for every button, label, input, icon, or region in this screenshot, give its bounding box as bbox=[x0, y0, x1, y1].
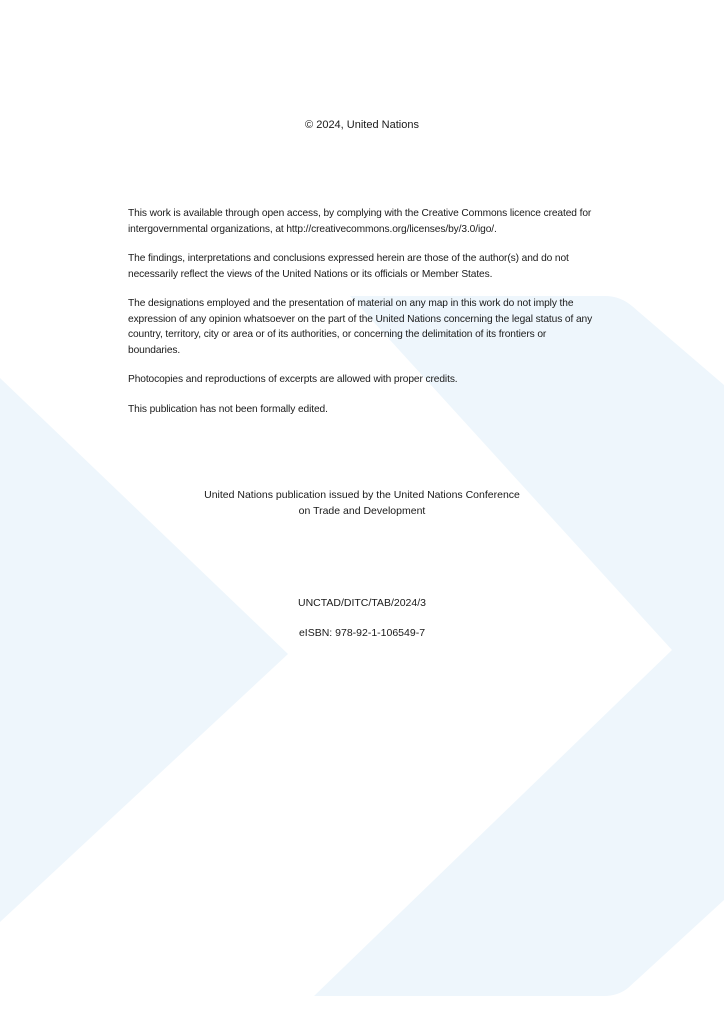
disclaimer-views-paragraph: The findings, interpretations and conclusions expressed herein are those of the author(s) and do not necessarily reflect the views of the United Nations or its officials or Member States. bbox=[128, 253, 569, 280]
legal-notices bbox=[128, 206, 598, 431]
eisbn-number: eISBN: 978-92-1-106549-7 bbox=[298, 627, 426, 639]
document-symbol: UNCTAD/DITC/TAB/2024/3 bbox=[298, 597, 426, 609]
not-edited-paragraph: This publication has not been formally edited. bbox=[128, 403, 328, 415]
publication-issuer bbox=[0, 487, 724, 519]
photocopies-paragraph: Photocopies and reproductions of excerpts are allowed with proper credits. bbox=[128, 374, 458, 385]
copyright-notice: © 2024, United Nations bbox=[305, 119, 419, 131]
issuer-line-1: United Nations publication issued by the United Nations Conference bbox=[204, 489, 520, 501]
license-paragraph: This work is available through open access, by complying with the Creative Commons licence created for intergovernmental organizations, at http://creativecommons.org/licenses/by/3.0/igo/. bbox=[128, 208, 592, 235]
disclaimer-designations-paragraph: The designations employed and the presentation of material on any map in this work do not imply the expression of any opinion whatsoever on the part of the United Nations concerning the legal status of any country, territory, city or area or of its authorities, or concerning the delimitation of its frontiers or boundaries. bbox=[128, 298, 593, 356]
issuer-line-2: on Trade and Development bbox=[298, 505, 426, 517]
